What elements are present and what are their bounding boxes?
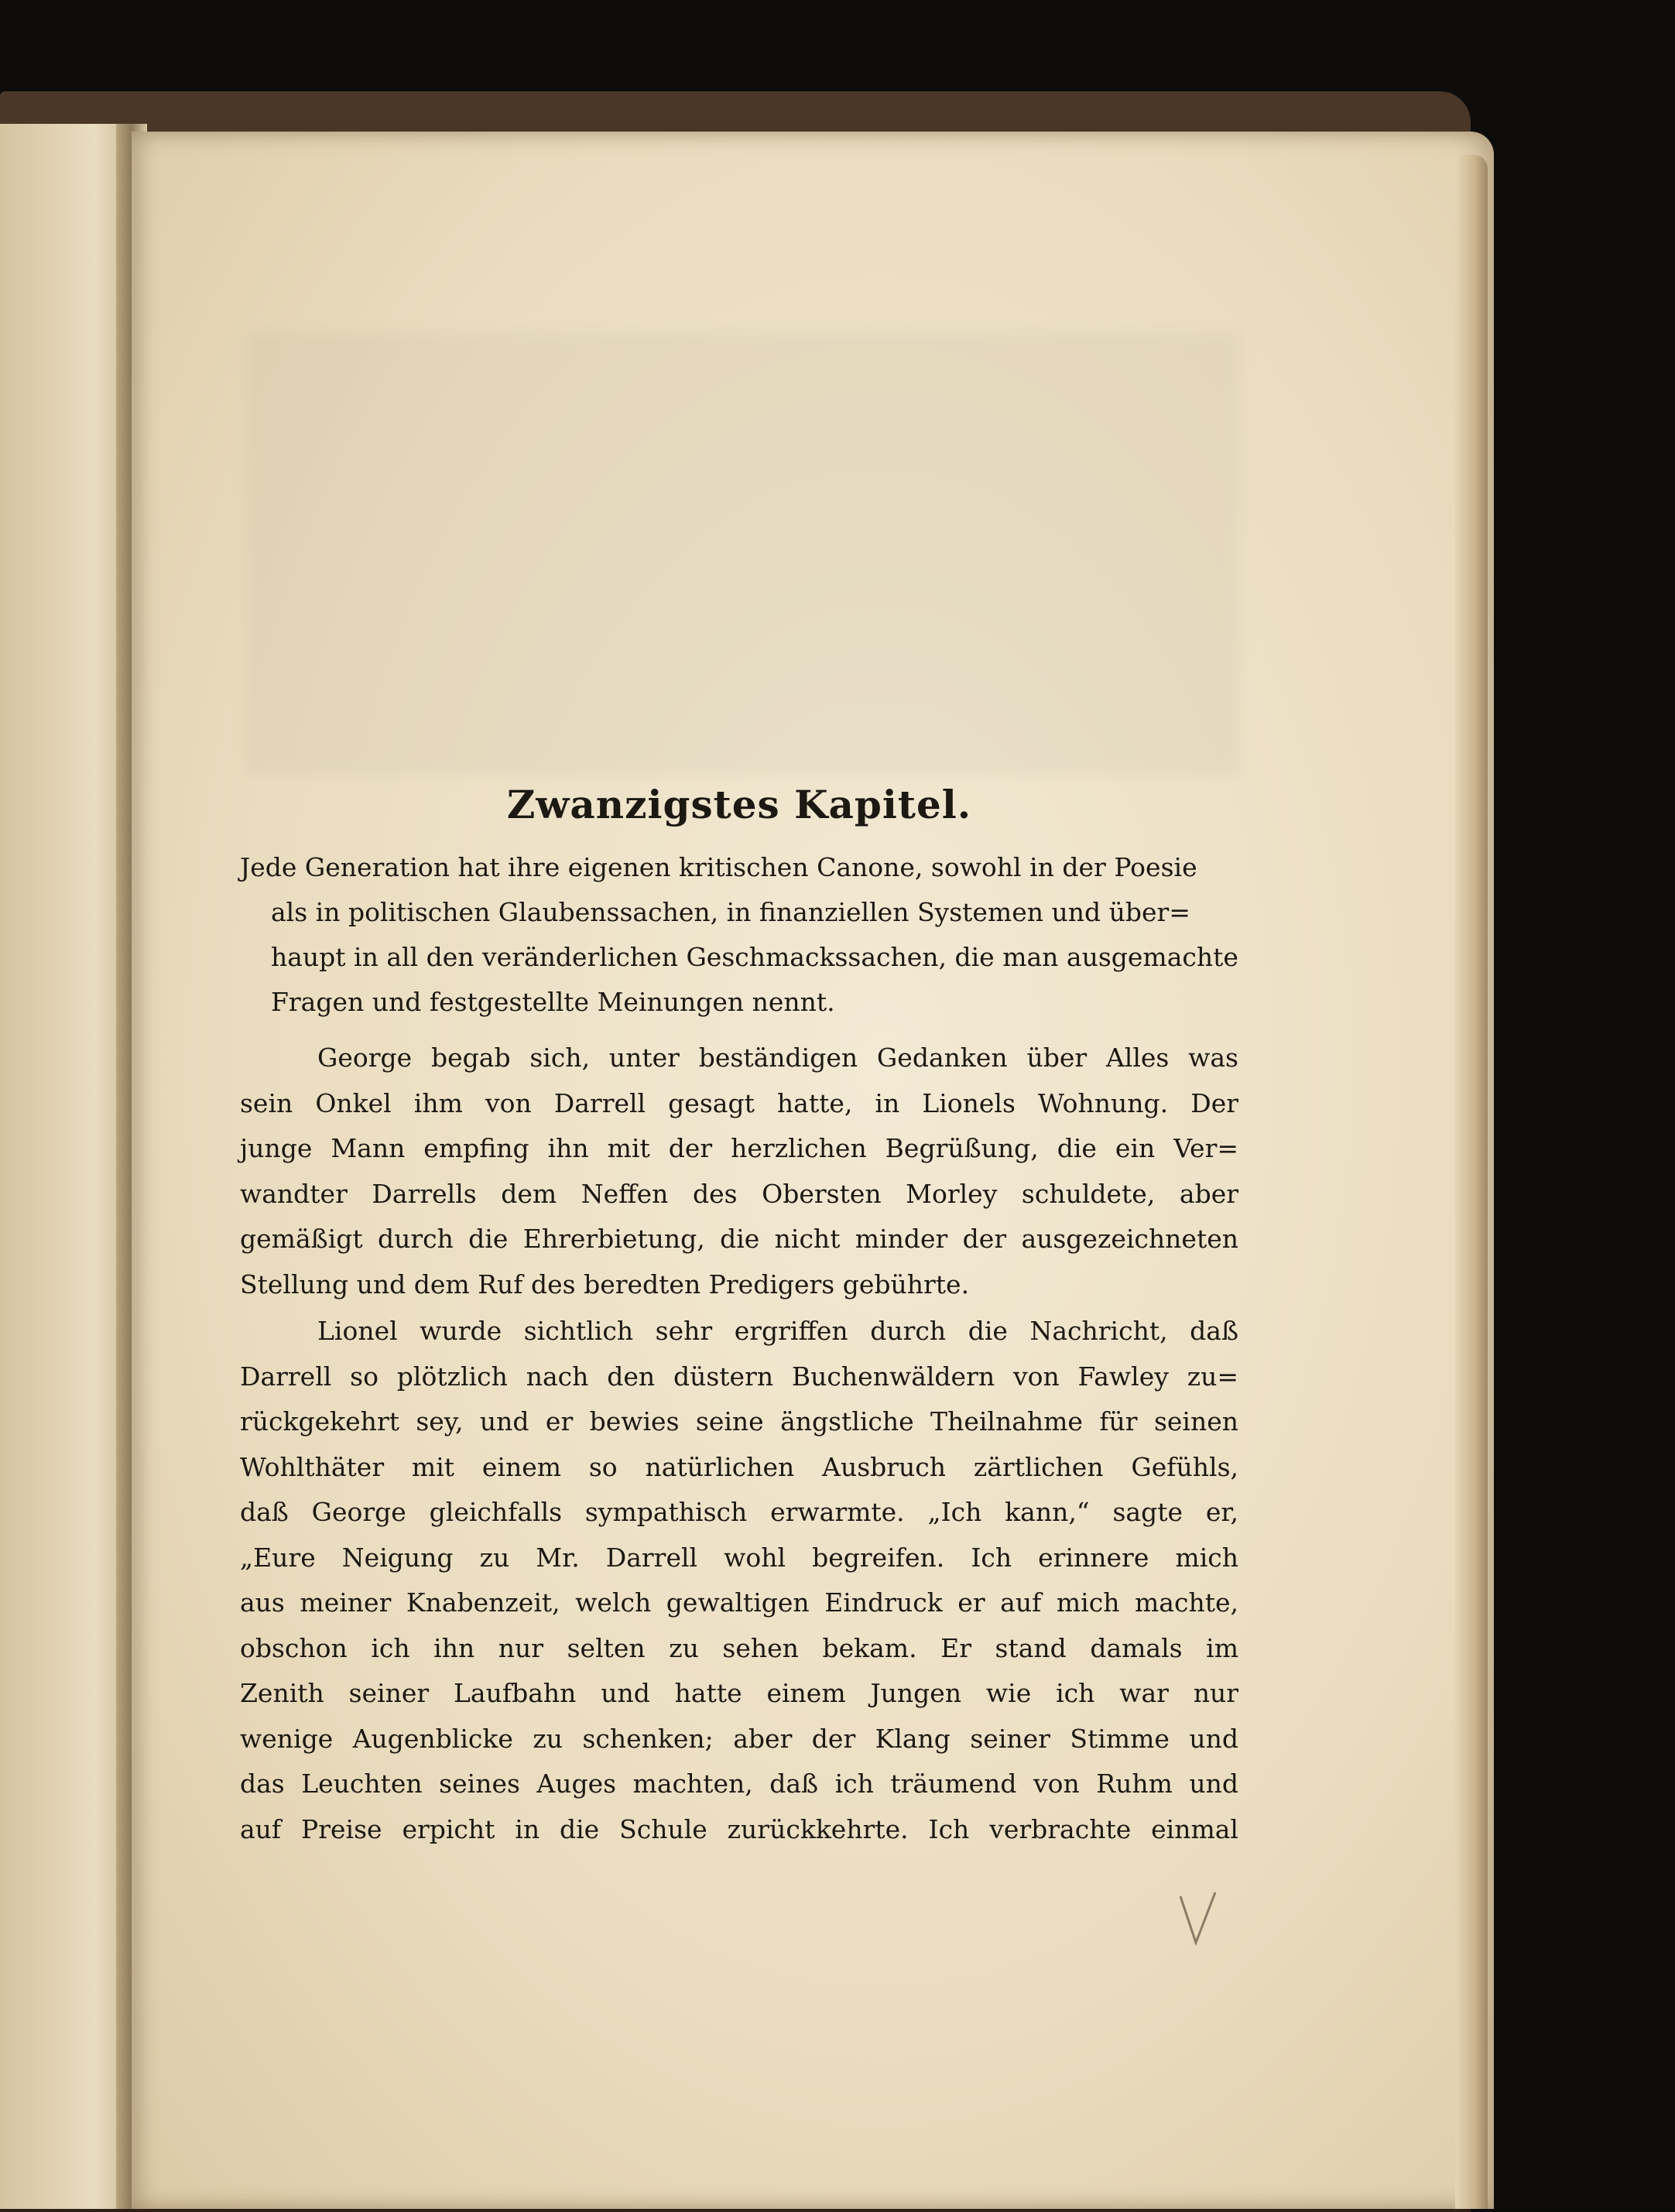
paragraph-line: auf Preise erpicht in die Schule zurückkehrte. Ich verbrachte einmal — [240, 1813, 1238, 1844]
page-stack-edge — [1455, 155, 1488, 2209]
summary-line: haupt in all den veränderlichen Geschmackssachen, die man ausgemachte — [271, 942, 1238, 972]
left-page-strip — [0, 124, 135, 2209]
paragraph-line: rückgekehrt sey, und er bewies seine ängstliche Theilnahme für seinen — [240, 1406, 1238, 1436]
paragraph-line: das Leuchten seines Auges machten, daß ich träumend von Ruhm und — [240, 1769, 1238, 1799]
paragraph-line: junge Mann empfing ihn mit der herzlichen Begrüßung, die ein Ver= — [240, 1133, 1238, 1163]
show-through-text — [248, 333, 1238, 774]
paragraph-line: daß George gleichfalls sympathisch erwarmte. „Ich kann,“ sagte er, — [240, 1497, 1238, 1527]
paragraph-line: Stellung und dem Ruf des beredten Predigers gebührte. — [240, 1269, 970, 1299]
paragraph-line: wandter Darrells dem Neffen des Obersten Morley schuldete, aber — [240, 1178, 1238, 1209]
page-text — [240, 782, 1238, 1854]
paragraph-line: obschon ich ihn nur selten zu sehen bekam. Er stand damals im — [240, 1632, 1238, 1663]
paragraph-line: gemäßigt durch die Ehrerbietung, die nicht minder der ausgezeichneten — [240, 1224, 1238, 1254]
summary-line: als in politischen Glaubenssachen, in finanziellen Systemen und über= — [271, 897, 1190, 927]
chapter-summary — [240, 845, 1238, 1025]
paragraph-line: Lionel wurde sichtlich sehr ergriffen durch die Nachricht, daß — [317, 1316, 1238, 1346]
paragraph-1 — [240, 1036, 1238, 1307]
summary-line: Fragen und festgestellte Meinungen nennt. — [271, 987, 835, 1017]
paragraph-line: aus meiner Knabenzeit, welch gewaltigen Eindruck er auf mich machte, — [240, 1587, 1238, 1618]
paragraph-line: Darrell so plötzlich nach den düstern Buchenwäldern von Fawley zu= — [240, 1361, 1238, 1392]
paragraph-2 — [240, 1309, 1238, 1852]
paragraph-line: sein Onkel ihm von Darrell gesagt hatte, in Lionels Wohnung. Der — [240, 1087, 1238, 1118]
pencil-mark-icon — [1177, 1888, 1223, 1950]
chapter-title: Zwanzigstes Kapitel. — [506, 782, 972, 827]
paragraph-line: Wohlthäter mit einem so natürlichen Ausbruch zärtlichen Gefühls, — [240, 1451, 1238, 1482]
summary-line: Jede Generation hat ihre eigenen kritischen Canone, sowohl in der Poesie — [240, 852, 1197, 882]
paragraph-line: wenige Augenblicke zu schenken; aber der Klang seiner Stimme und — [240, 1723, 1238, 1754]
paragraph-line: „Eure Neigung zu Mr. Darrell wohl begreifen. Ich erinnere mich — [240, 1542, 1238, 1573]
paragraph-line: Zenith seiner Laufbahn und hatte einem Jungen wie ich war nur — [240, 1678, 1238, 1708]
paragraph-line: George begab sich, unter beständigen Gedanken über Alles was — [317, 1043, 1238, 1073]
